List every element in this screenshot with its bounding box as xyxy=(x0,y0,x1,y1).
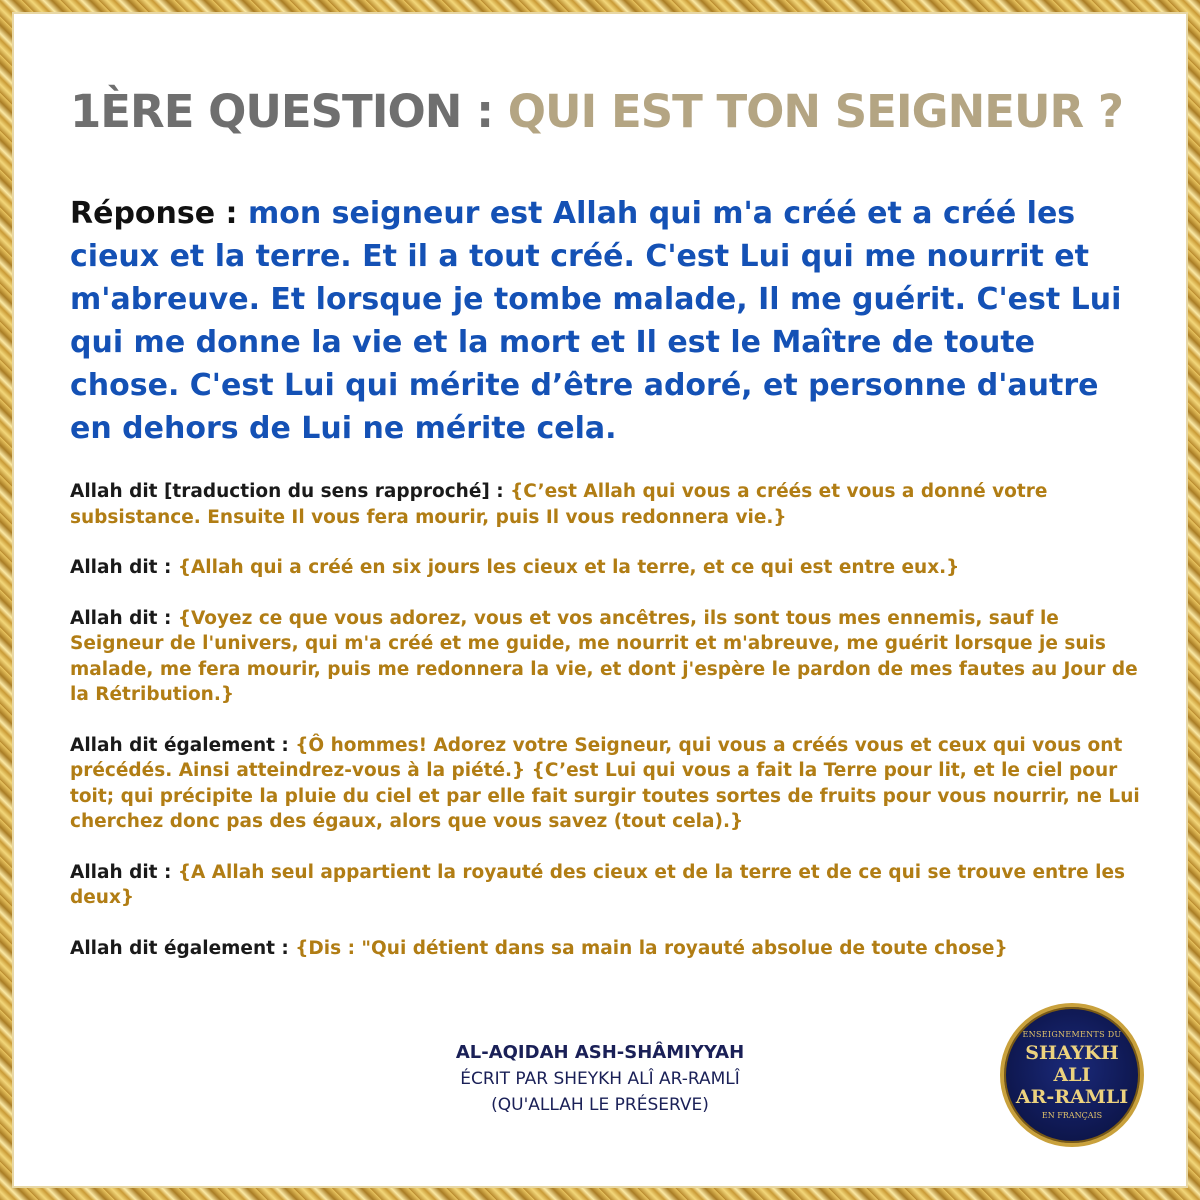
quote-label: Allah dit : xyxy=(70,861,178,883)
quote-item xyxy=(70,733,1150,835)
quotes-section xyxy=(70,479,1150,986)
quote-label: Allah dit : xyxy=(70,557,178,578)
page-title xyxy=(70,84,1150,140)
quote-label: Allah dit : xyxy=(70,607,178,629)
quote-text: {Dis : "Qui détient dans sa main la royauté absolue de toute chose} xyxy=(295,937,1008,959)
answer-paragraph xyxy=(70,192,1140,450)
book-title: AL-AQIDAH ASH-SHÂMIYYAH xyxy=(455,1042,745,1063)
logo-top-text: ENSEIGNEMENTS DU xyxy=(1022,1030,1122,1039)
title-question-text: QUI EST TON SEIGNEUR ? xyxy=(507,85,1123,138)
shaykh-logo-badge xyxy=(1000,1003,1144,1147)
quote-item xyxy=(70,936,1150,962)
quote-item xyxy=(70,860,1150,911)
quote-label: Allah dit également : xyxy=(70,734,296,756)
quote-item xyxy=(70,479,1150,530)
logo-bottom-text: EN FRANÇAIS xyxy=(1041,1111,1103,1120)
quote-text: {A Allah seul appartient la royauté des cieux et de la terre et de ce qui se trouve entre les deux} xyxy=(70,861,1126,908)
quote-item xyxy=(70,555,1150,581)
answer-text: mon seigneur est Allah qui m'a créé et a créé les cieux et la terre. Et il a tout créé. C'est Lui qui me nourrit et m'abreuve. Et lorsque je tombe malade, Il me guérit. C'est Lui qui me donne la vie et la mort et Il est le Maître de toute chose. C'est Lui qui mérite d’être adoré, et personne d'autre en dehors de Lui ne mérite cela. xyxy=(70,196,1122,446)
logo-name-line1: SHAYKH ALI xyxy=(1025,1042,1119,1086)
quote-label: Allah dit également : xyxy=(70,937,296,959)
quote-text: {Voyez ce que vous adorez, vous et vos ancêtres, ils sont tous mes ennemis, sauf le Seigneur de l'univers, qui m'a créé et me guide, me nourrit et m'abreuve, me guérit lorsque je suis malade, me fera mourir, puis me redonnera la vie, et dont j'espère le pardon de mes fautes au Jour de la Rétribution.} xyxy=(70,607,1138,705)
quote-text: {Ô hommes! Adorez votre Seigneur, qui vous a créés vous et ceux qui vous ont précédés. Ainsi atteindrez-vous à la piété.} {C’est Lui qui vous a fait la Terre pour lit, et le ciel pour toit; qui précipite la pluie du ciel et par elle fait surgir toutes sortes de fruits pour vous nourrir, ne Lui cherchez donc pas des égaux, alors que vous savez (tout cela).} xyxy=(70,734,1140,832)
quote-label: Allah dit [traduction du sens rapproché] : xyxy=(70,481,511,502)
logo-name-line2: AR-RAMLI xyxy=(1015,1086,1129,1108)
source-credit xyxy=(420,1040,780,1118)
blessing-line: (QU'ALLAH LE PRÉSERVE) xyxy=(491,1095,709,1115)
quote-text: {C’est Allah qui vous a créés et vous a donné votre subsistance. Ensuite Il vous fera mourir, puis Il vous redonnera vie.} xyxy=(70,481,1048,528)
answer-label: Réponse : xyxy=(70,196,248,231)
author-line: ÉCRIT PAR SHEYKH ALÎ AR-RAMLÎ xyxy=(460,1069,740,1089)
quote-item xyxy=(70,606,1150,708)
title-question-number: 1ÈRE QUESTION : xyxy=(70,85,508,138)
quote-text: {Allah qui a créé en six jours les cieux et la terre, et ce qui est entre eux.} xyxy=(177,557,960,578)
